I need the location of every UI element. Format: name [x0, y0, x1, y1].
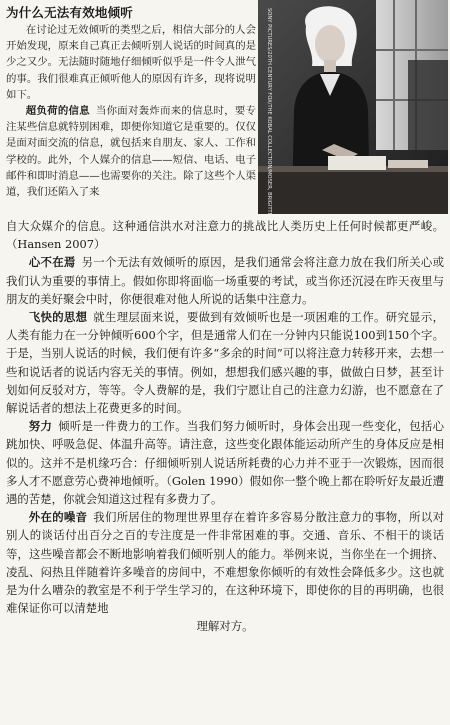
overload-paragraph — [6, 103, 256, 200]
noise-heading: 外在的噪音 — [28, 510, 88, 525]
intro-paragraph: 在讨论过无效倾听的类型之后，相信大部分的人会开始发现，原来自己真正去倾听别人说话的时间真的是少之又少。无法随时随地仔细倾听似乎是一件令人泄气的事。我们很难真正倾听他人的原因有许多，现将说明如下。 — [6, 24, 256, 101]
overload-text-left: 当你面对轰炸而来的信息时，要专注某些信息就特别困难，即便你知道它是重要的。仅仅是面对面交流的信息，就包括来自朋友、家人、工作和学校的。此外，个人媒介的信息——短信、电话、电子邮件和即时消息——也需要你的关注。除了这些个人渠道，我们还陷入了来 — [6, 105, 257, 199]
woman-at-desk-photo — [258, 0, 448, 214]
preoccupation-heading: 心不在焉 — [28, 255, 76, 270]
effort-paragraph — [6, 417, 444, 508]
rapid-thought-heading: 飞快的思想 — [28, 310, 88, 325]
overload-continuation: 自大众媒介的信息。这种通信洪水对注意力的挑战比人类历史上任何时候都更严峻。（Hansen 2007） — [6, 219, 444, 252]
effort-heading: 努力 — [28, 419, 53, 434]
preoccupation-text: 另一个无法有效倾听的原因，是我们通常会将注意力放在我们所关心或我们认为重要的事情上。假如你即将面临一场重要的考试，或当你还沉浸在昨天夜里与朋友的美好聚会中时，你便很难对他人所说的话集中注意力。 — [6, 255, 444, 306]
photo — [258, 0, 448, 214]
overload-heading: 超负荷的信息 — [25, 105, 90, 118]
rapid-thought-text: 就生理层面来说，要做到有效倾听也是一项困难的工作。研究显示，人类有能力在一分钟倾听600个字，但是通常人们在一分钟内只能说100到150个字。于是，当别人说话的时候，我们便有许多“多余的时间”可以将注意力转移开来，去想一些和说话者的说话内容无关的事情。例如，想想我们感兴趣的事，做做白日梦，甚至计划如何反驳对方，等等。令人费解的是，我们宁愿让自己的注意力幻游，也不愿意在了解说话者的想法上花费更多的时间。 — [6, 310, 444, 416]
section-title: 为什么无法有效地倾听 — [6, 5, 134, 20]
noise-last-line: 理解对方。 — [196, 619, 254, 634]
noise-paragraph — [6, 508, 444, 617]
effort-text: 倾听是一件费力的工作。当我们努力倾听时，身体会出现一些变化，包括心跳加快、呼吸急促、体温升高等。请注意，这些变化跟体能运动所产生的身体反应是相似的。这并不是机缘巧合：仔细倾听别人说话所耗费的心力并不亚于一次锻炼，因而很多人才不愿意劳心费神地倾听。（Golen 1990）假如你一整个晚上都在聆听好友最近遭遇的苦楚，你就会知道这过程有多费力了。 — [6, 419, 444, 507]
noise-text: 我们所居住的物理世界里存在着许多容易分散注意力的事物，所以对别人的谈话付出百分之百的专注度是一件非常困难的事。交通、音乐、不相干的谈话等，这些噪音都会不断地影响着我们倾听别人的能力。举例来说，当你坐在一个拥挤、凌乱、闷热且伴随着许多噪音的房间中，不难想象你倾听的有效性会降低多少。这也就是为什么嘈杂的教室是不利于学生学习的，在这种环境下，即使你的目的再明确，也很难保证你可以清楚地 — [6, 510, 444, 616]
photo-credit: SONY PICTURES/20TH CENTURY FOX/THE KOBAL COLLECTION/MOSER, BRIGITTE — [266, 8, 272, 216]
main-body — [6, 217, 444, 636]
rapid-thought-paragraph — [6, 308, 444, 417]
left-column — [6, 22, 256, 200]
preoccupation-paragraph — [6, 253, 444, 308]
